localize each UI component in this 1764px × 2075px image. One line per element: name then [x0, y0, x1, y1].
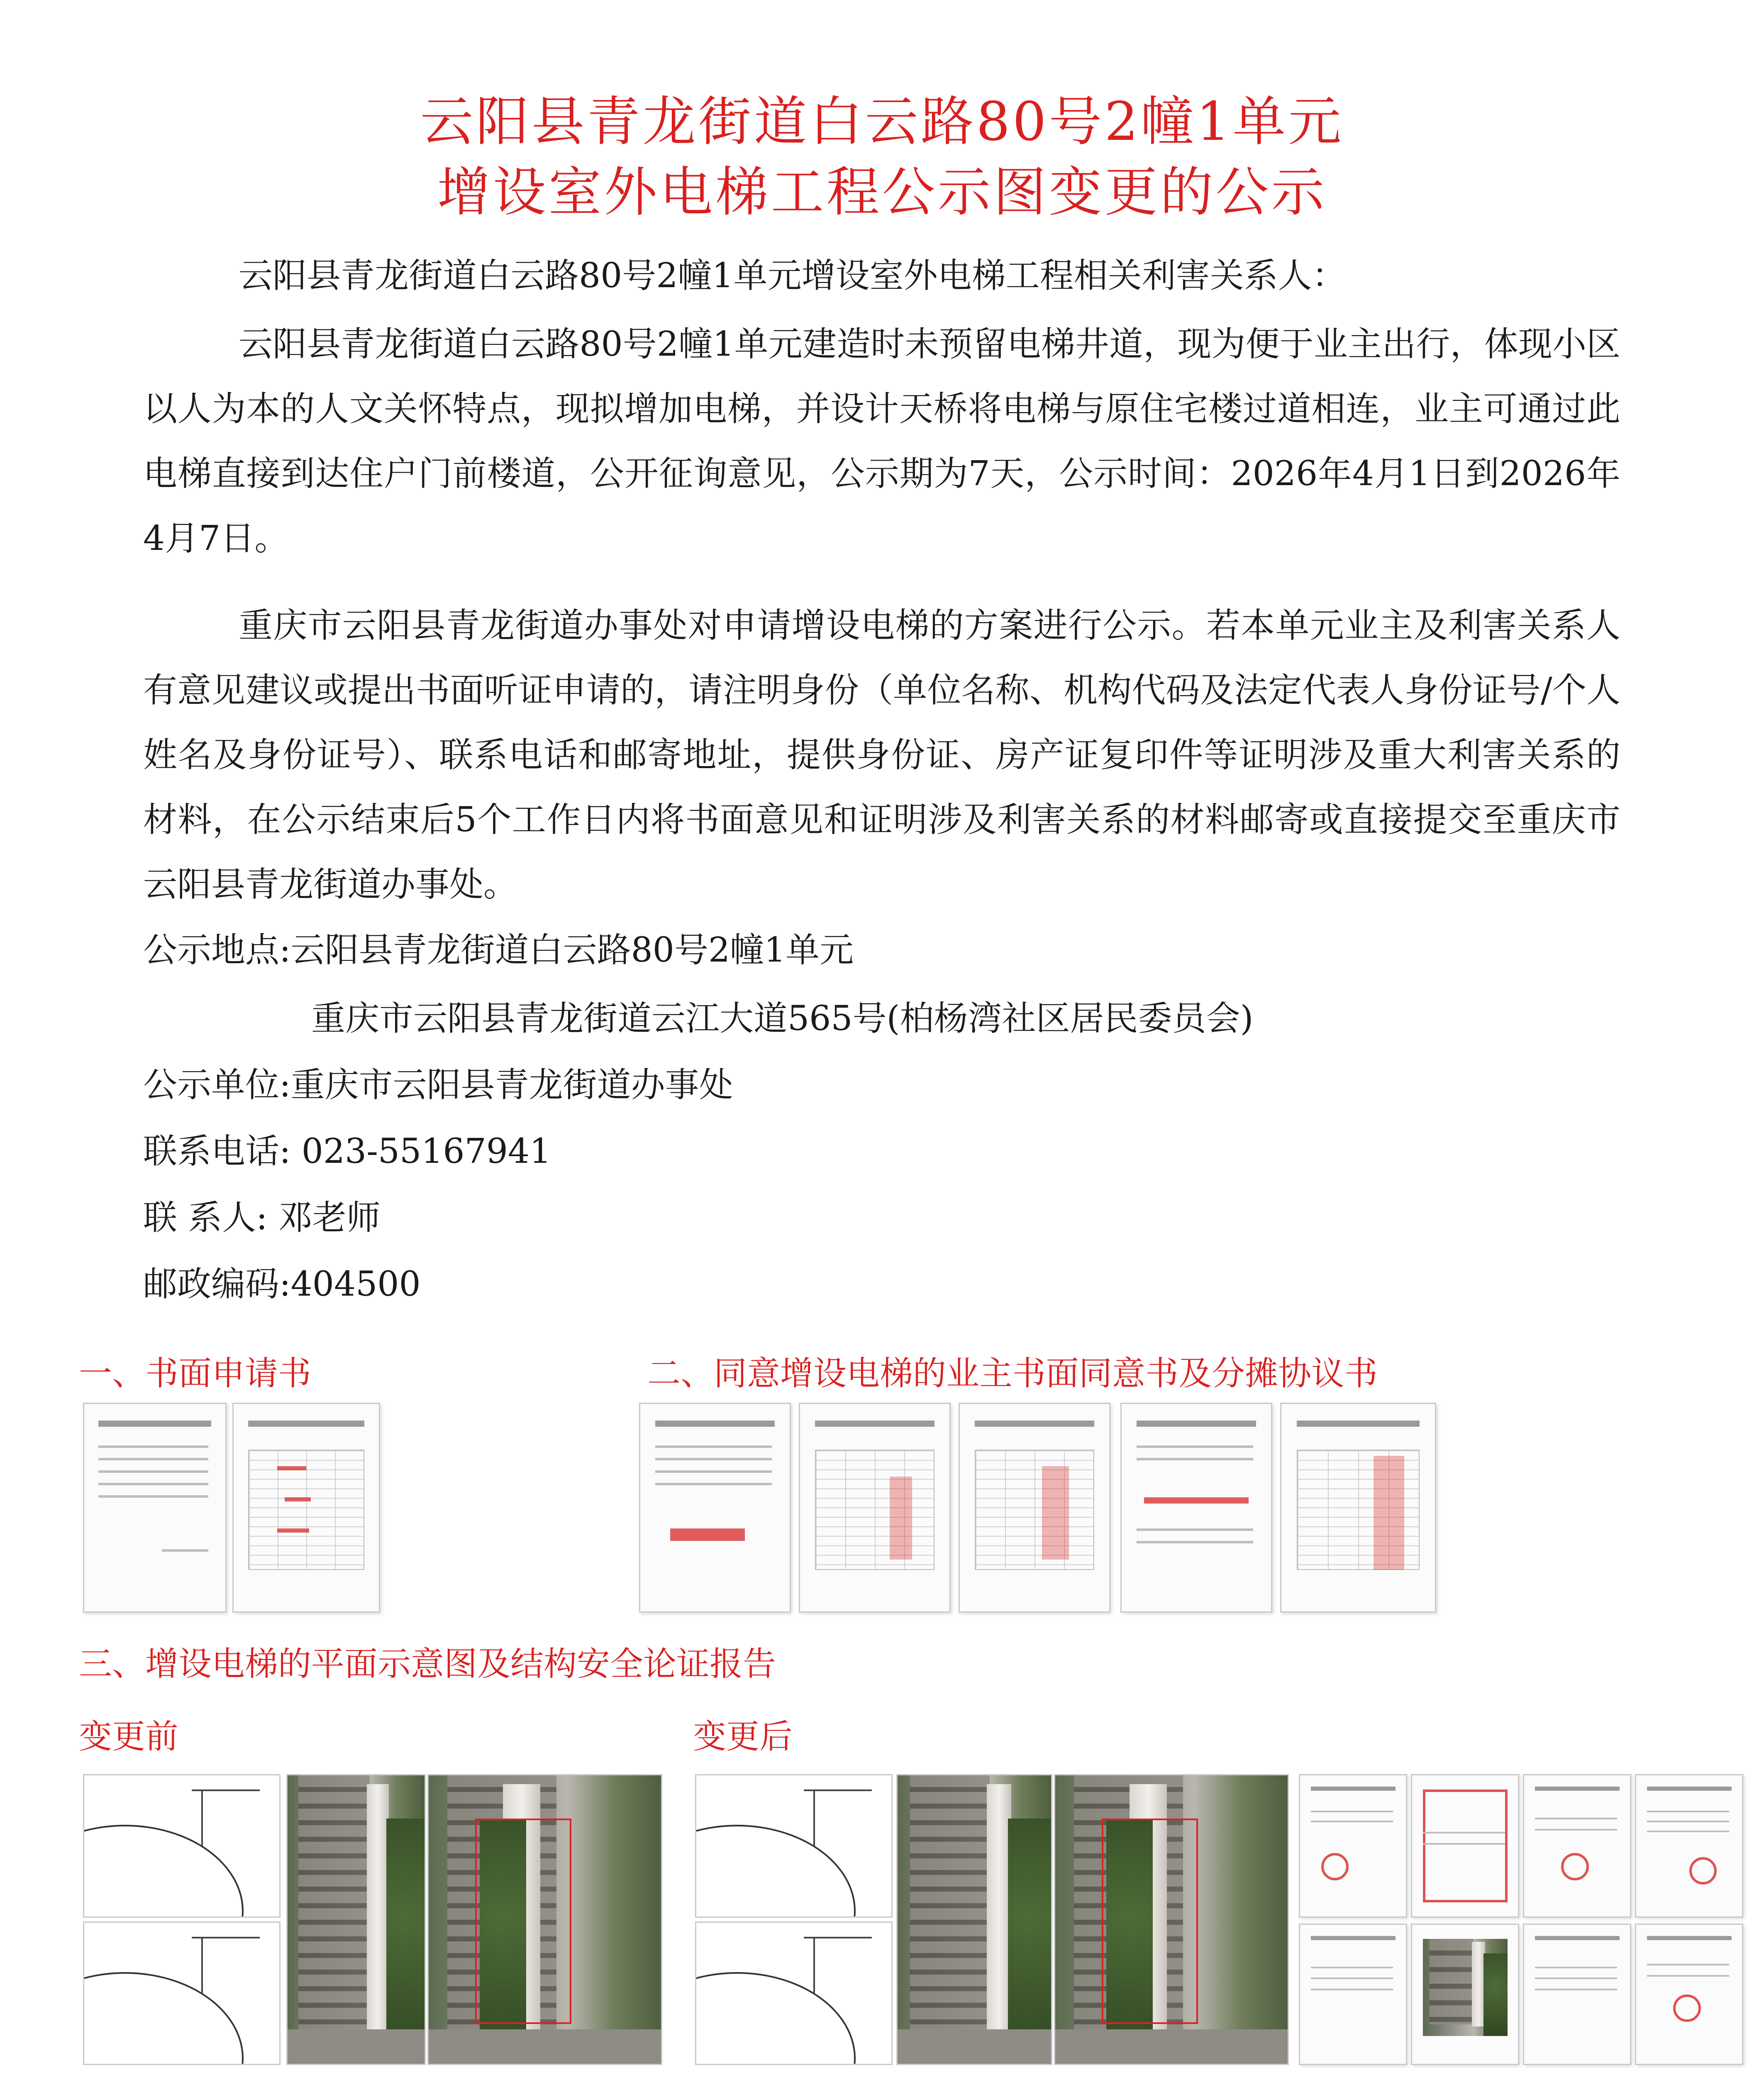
after-plan-2 [695, 1921, 893, 2065]
before-label: 变更前 [79, 1717, 178, 1756]
before-photo-1 [286, 1774, 426, 2065]
consent-doc-thumbnail-5 [1280, 1403, 1436, 1613]
section-3-heading: 三、增设电梯的平面示意图及结构安全论证报告 [79, 1645, 776, 1683]
addressee: 云阳县青龙街道白云路80号2幢1单元增设室外电梯工程相关利害关系人： [239, 256, 1346, 295]
page-title-line1: 云阳县青龙街道白云路80号2幢1单元 [420, 91, 1344, 153]
report-thumbnail-8 [1635, 1924, 1743, 2065]
application-signature-thumbnail [232, 1403, 380, 1613]
postcode-line: 邮政编码:404500 [143, 1265, 421, 1304]
after-photo-1 [896, 1774, 1052, 2065]
section-2-heading: 二、同意增设电梯的业主书面同意书及分摊协议书 [647, 1354, 1378, 1393]
unit-line: 公示单位:重庆市云阳县青龙街道办事处 [143, 1065, 733, 1105]
report-thumbnail-1 [1299, 1774, 1407, 1918]
report-thumbnail-3 [1523, 1774, 1631, 1918]
consent-doc-thumbnail-3 [959, 1403, 1110, 1613]
after-photo-2 [1054, 1774, 1289, 2065]
location-line-2: 重庆市云阳县青龙街道云江大道565号(柏杨湾社区居民委员会) [311, 999, 1254, 1038]
report-thumbnail-2 [1411, 1774, 1519, 1918]
paragraph-1: 云阳县青龙街道白云路80号2幢1单元建造时未预留电梯井道，现为便于业主出行，体现小区以人为本的人文关怀特点，现拟增加电梯，并设计天桥将电梯与原住宅楼过道相连，业主可通过此电梯直接到达住户门前楼道，公开征询意见，公示期为7天，公示时间：2026年4月1日到2026年4月7日。 [143, 325, 1620, 558]
contact-line: 联 系人: 邓老师 [143, 1198, 381, 1238]
report-thumbnail-7 [1523, 1924, 1631, 2065]
application-doc-thumbnail [83, 1403, 227, 1613]
report-thumbnail-5 [1299, 1924, 1407, 2065]
phone-line: 联系电话: 023-55167941 [143, 1132, 551, 1171]
before-plan-2 [83, 1921, 281, 2065]
after-label: 变更后 [693, 1717, 793, 1756]
consent-doc-thumbnail-4 [1120, 1403, 1272, 1613]
consent-doc-thumbnail-1 [639, 1403, 791, 1613]
section-1-heading: 一、书面申请书 [79, 1354, 311, 1393]
paragraph-2: 重庆市云阳县青龙街道办事处对申请增设电梯的方案进行公示。若本单元业主及利害关系人有意见建议或提出书面听证申请的，请注明身份（单位名称、机构代码及法定代表人身份证号/个人姓名及身份证号）、联系电话和邮寄地址，提供身份证、房产证复印件等证明涉及重大利害关系的材料，在公示结束后5个工作日内将书面意见和证明涉及利害关系的材料邮寄或直接提交至重庆市云阳县青龙街道办事处。 [143, 606, 1620, 904]
page-title-line2: 增设室外电梯工程公示图变更的公示 [437, 161, 1327, 223]
report-thumbnail-6 [1411, 1924, 1519, 2065]
after-plan-1 [695, 1774, 893, 1918]
before-plan-1 [83, 1774, 281, 1918]
consent-doc-thumbnail-2 [799, 1403, 951, 1613]
report-thumbnail-4 [1635, 1774, 1743, 1918]
before-photo-2 [427, 1774, 662, 2065]
location-line: 公示地点:云阳县青龙街道白云路80号2幢1单元 [143, 930, 854, 970]
